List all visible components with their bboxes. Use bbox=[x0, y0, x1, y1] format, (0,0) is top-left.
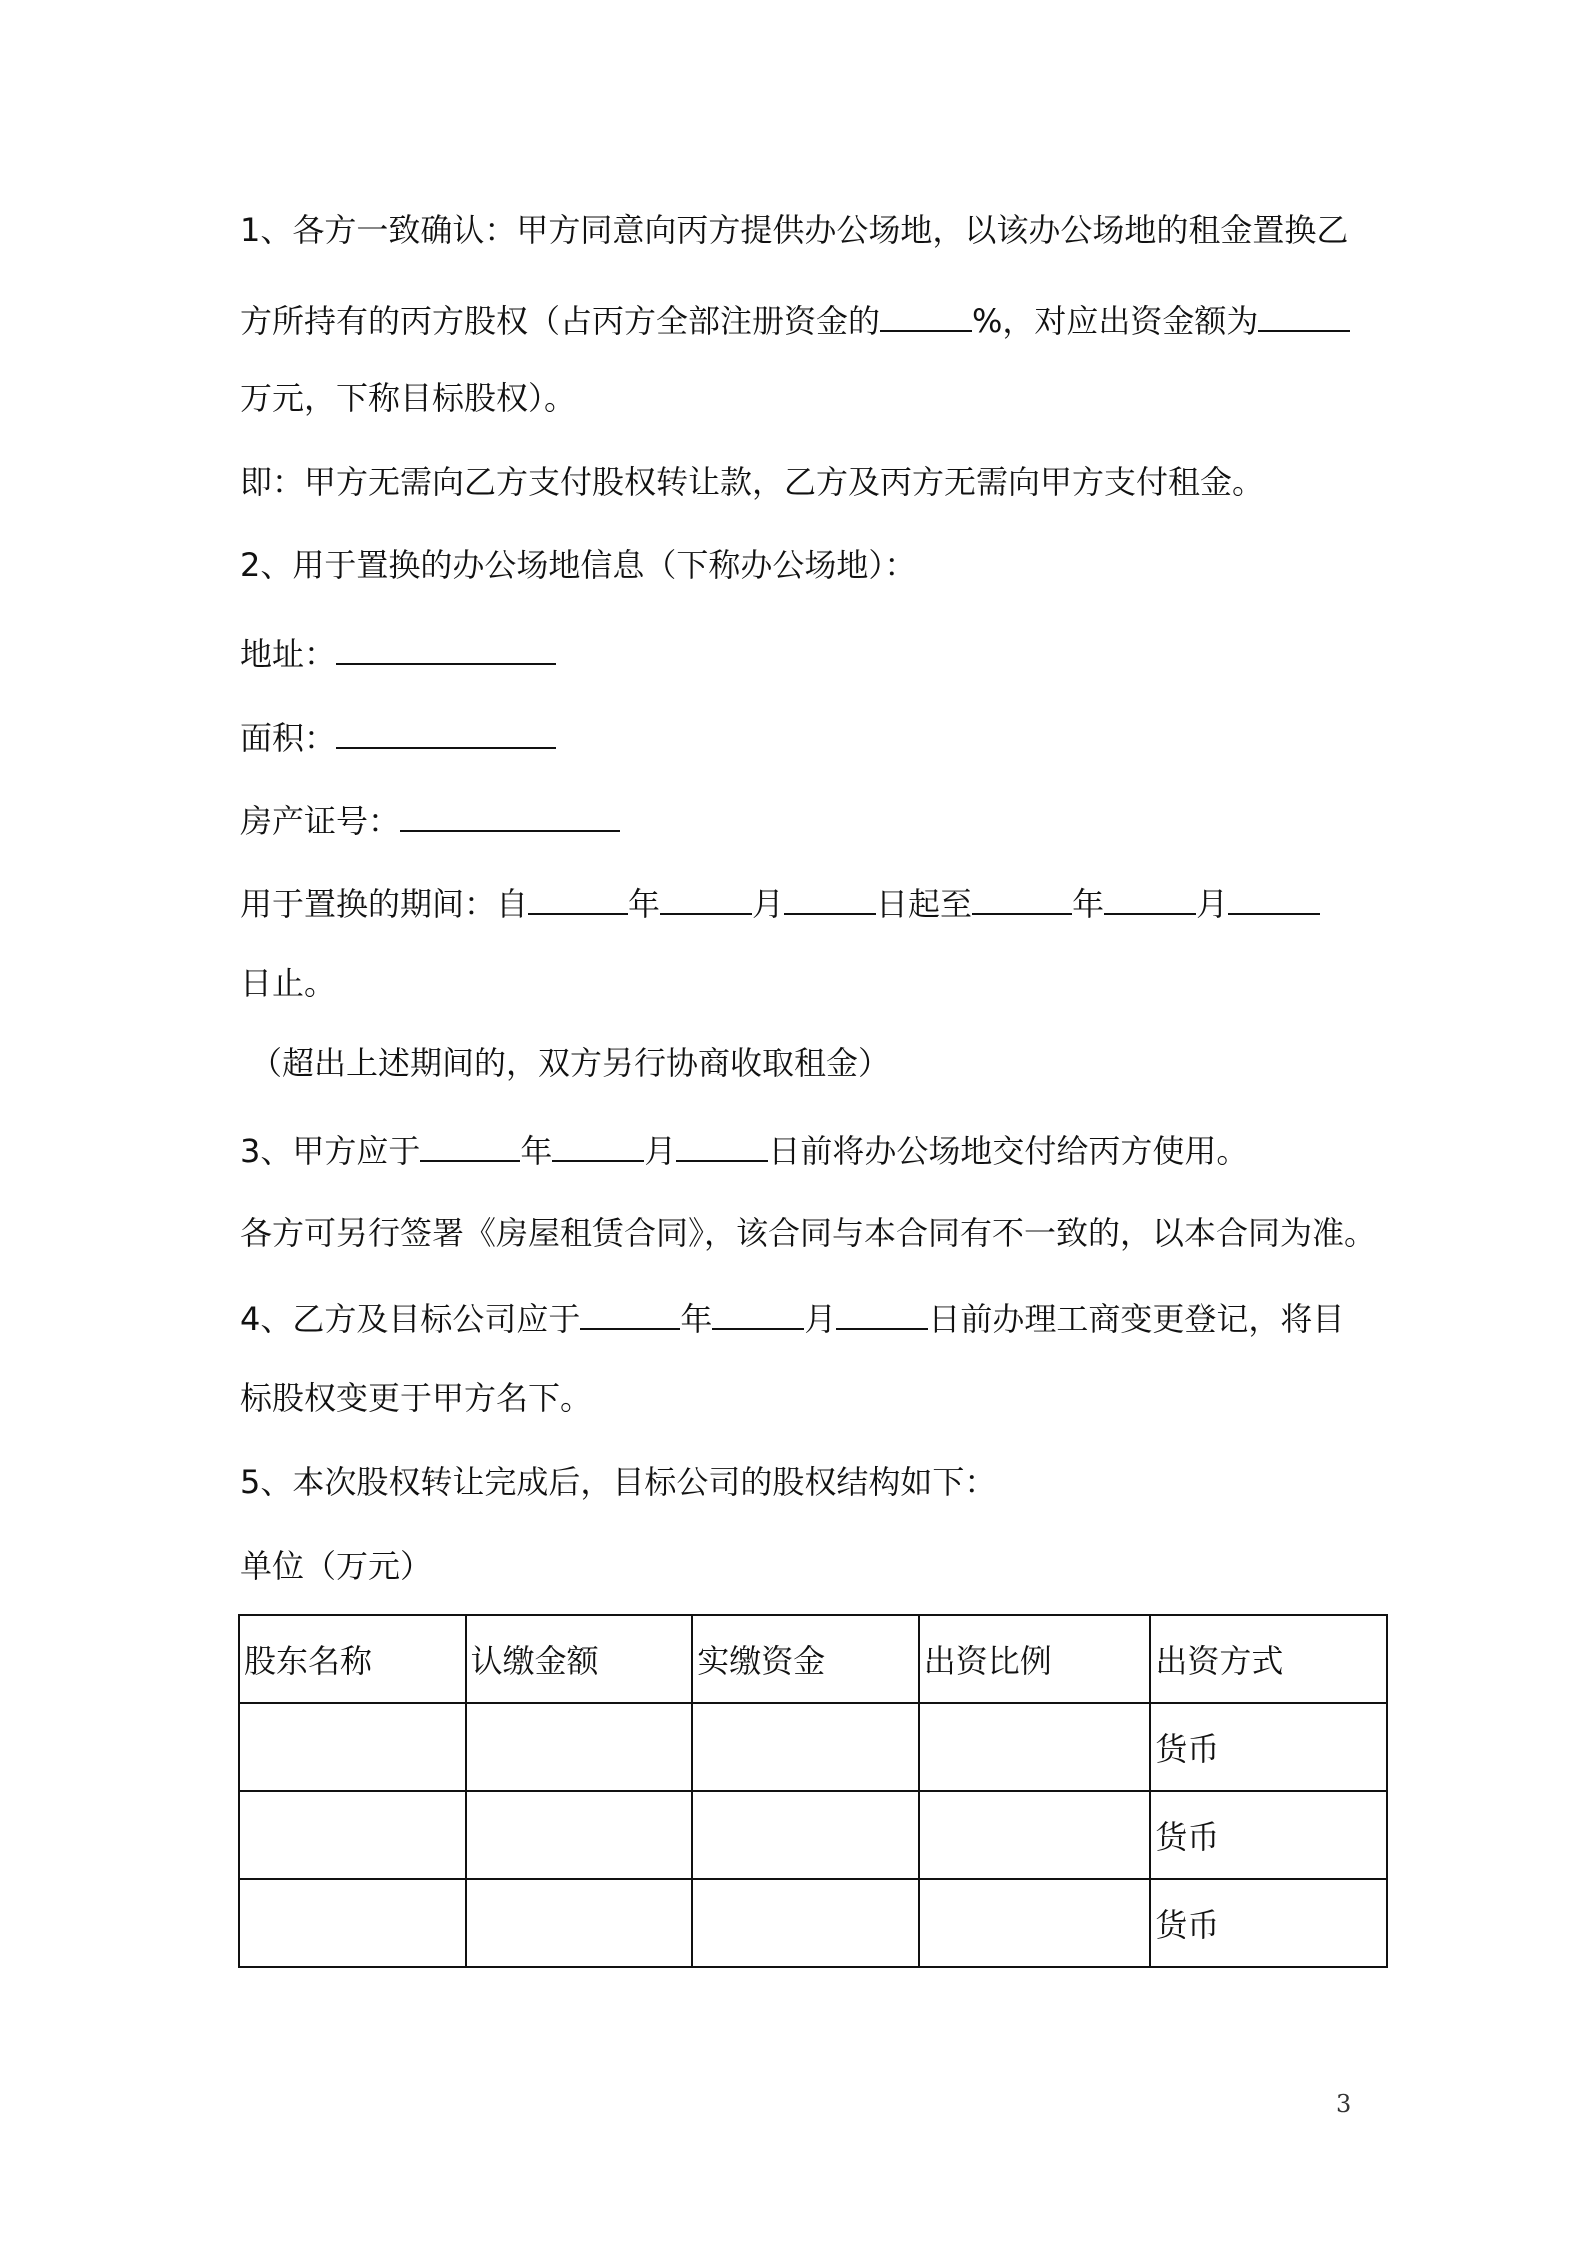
year-text: 年 bbox=[1072, 885, 1105, 923]
address-label: 地址： bbox=[240, 635, 337, 673]
header-method: 出资方式 bbox=[1150, 1615, 1387, 1703]
table-row bbox=[239, 1703, 1387, 1791]
table-cell[interactable] bbox=[239, 1703, 466, 1791]
deliver-day-blank[interactable] bbox=[676, 1130, 768, 1162]
year-text: 年 bbox=[520, 1132, 553, 1170]
percent-blank[interactable] bbox=[880, 300, 972, 332]
to-day-blank[interactable] bbox=[1228, 883, 1320, 915]
table-cell[interactable] bbox=[919, 1879, 1151, 1967]
clause4-text-a: 4、乙方及目标公司应于 bbox=[240, 1300, 581, 1338]
cert-blank[interactable] bbox=[400, 800, 620, 832]
from-day-text: 日起至 bbox=[876, 885, 973, 923]
from-month-blank[interactable] bbox=[660, 883, 752, 915]
clause1-line2 bbox=[240, 300, 1350, 341]
header-ratio: 出资比例 bbox=[919, 1615, 1151, 1703]
table-cell[interactable] bbox=[466, 1703, 693, 1791]
table-cell[interactable] bbox=[919, 1703, 1151, 1791]
table-row bbox=[239, 1791, 1387, 1879]
month-text: 月 bbox=[804, 1300, 837, 1338]
table-cell[interactable] bbox=[919, 1791, 1151, 1879]
page-number: 3 bbox=[1336, 2090, 1352, 2118]
header-paid: 实缴资金 bbox=[692, 1615, 919, 1703]
month-text: 月 bbox=[752, 885, 785, 923]
year-text: 年 bbox=[680, 1300, 713, 1338]
cert-line bbox=[240, 800, 620, 841]
table-cell[interactable] bbox=[239, 1879, 466, 1967]
address-blank[interactable] bbox=[336, 633, 556, 665]
table-cell[interactable] bbox=[692, 1791, 919, 1879]
year-text: 年 bbox=[628, 885, 661, 923]
register-year-blank[interactable] bbox=[580, 1298, 680, 1330]
clause3-line2: 各方可另行签署《房屋租赁合同》，该合同与本合同有不一致的，以本合同为准。 bbox=[240, 1214, 1377, 1252]
from-year-blank[interactable] bbox=[528, 883, 628, 915]
deliver-year-blank[interactable] bbox=[420, 1130, 520, 1162]
period-label: 用于置换的期间：自 bbox=[240, 885, 529, 923]
clause1-line4: 即：甲方无需向乙方支付股权转让款，乙方及丙方无需向甲方支付租金。 bbox=[240, 463, 1265, 501]
deliver-month-blank[interactable] bbox=[552, 1130, 644, 1162]
period-line bbox=[240, 883, 1320, 924]
clause4-text-b: 日前办理工商变更登记，将目 bbox=[928, 1300, 1345, 1338]
unit-label: 单位（万元） bbox=[240, 1547, 433, 1585]
register-day-blank[interactable] bbox=[836, 1298, 928, 1330]
period-end-line: 日止。 bbox=[240, 964, 337, 1002]
area-label: 面积： bbox=[240, 719, 337, 757]
clause3-text-a: 3、甲方应于 bbox=[240, 1132, 421, 1170]
clause1-line2-text-b: %，对应出资金额为 bbox=[972, 302, 1259, 340]
month-text: 月 bbox=[1196, 885, 1229, 923]
clause1-line1: 1、各方一致确认：甲方同意向丙方提供办公场地，以该办公场地的租金置换乙 bbox=[240, 211, 1349, 249]
clause3-text-b: 日前将办公场地交付给丙方使用。 bbox=[768, 1132, 1249, 1170]
table-cell: 货币 bbox=[1150, 1791, 1387, 1879]
month-text: 月 bbox=[644, 1132, 677, 1170]
table-cell[interactable] bbox=[466, 1791, 693, 1879]
table-cell[interactable] bbox=[692, 1879, 919, 1967]
clause5-title: 5、本次股权转让完成后，目标公司的股权结构如下： bbox=[240, 1463, 997, 1501]
table-cell[interactable] bbox=[466, 1879, 693, 1967]
table-cell: 货币 bbox=[1150, 1879, 1387, 1967]
table-header-row bbox=[239, 1615, 1387, 1703]
area-blank[interactable] bbox=[336, 717, 556, 749]
header-subscribed: 认缴金额 bbox=[466, 1615, 693, 1703]
clause4-line1 bbox=[240, 1298, 1344, 1339]
clause1-line3: 万元，下称目标股权）。 bbox=[240, 379, 577, 417]
clause3-line1 bbox=[240, 1130, 1248, 1171]
clause4-line2: 标股权变更于甲方名下。 bbox=[240, 1379, 593, 1417]
amount-blank[interactable] bbox=[1258, 300, 1350, 332]
from-day-blank[interactable] bbox=[784, 883, 876, 915]
address-line bbox=[240, 633, 556, 674]
table-cell[interactable] bbox=[692, 1703, 919, 1791]
to-month-blank[interactable] bbox=[1104, 883, 1196, 915]
area-line bbox=[240, 717, 556, 758]
table-cell[interactable] bbox=[239, 1791, 466, 1879]
equity-table bbox=[238, 1614, 1388, 1968]
to-year-blank[interactable] bbox=[972, 883, 1072, 915]
clause2-title: 2、用于置换的办公场地信息（下称办公场地）： bbox=[240, 546, 917, 584]
clause2-note: （超出上述期间的，双方另行协商收取租金） bbox=[250, 1044, 891, 1082]
register-month-blank[interactable] bbox=[712, 1298, 804, 1330]
header-shareholder: 股东名称 bbox=[239, 1615, 466, 1703]
table-row bbox=[239, 1879, 1387, 1967]
table-cell: 货币 bbox=[1150, 1703, 1387, 1791]
clause1-line2-text-a: 方所持有的丙方股权（占丙方全部注册资金的 bbox=[240, 302, 881, 340]
cert-label: 房产证号： bbox=[240, 802, 401, 840]
